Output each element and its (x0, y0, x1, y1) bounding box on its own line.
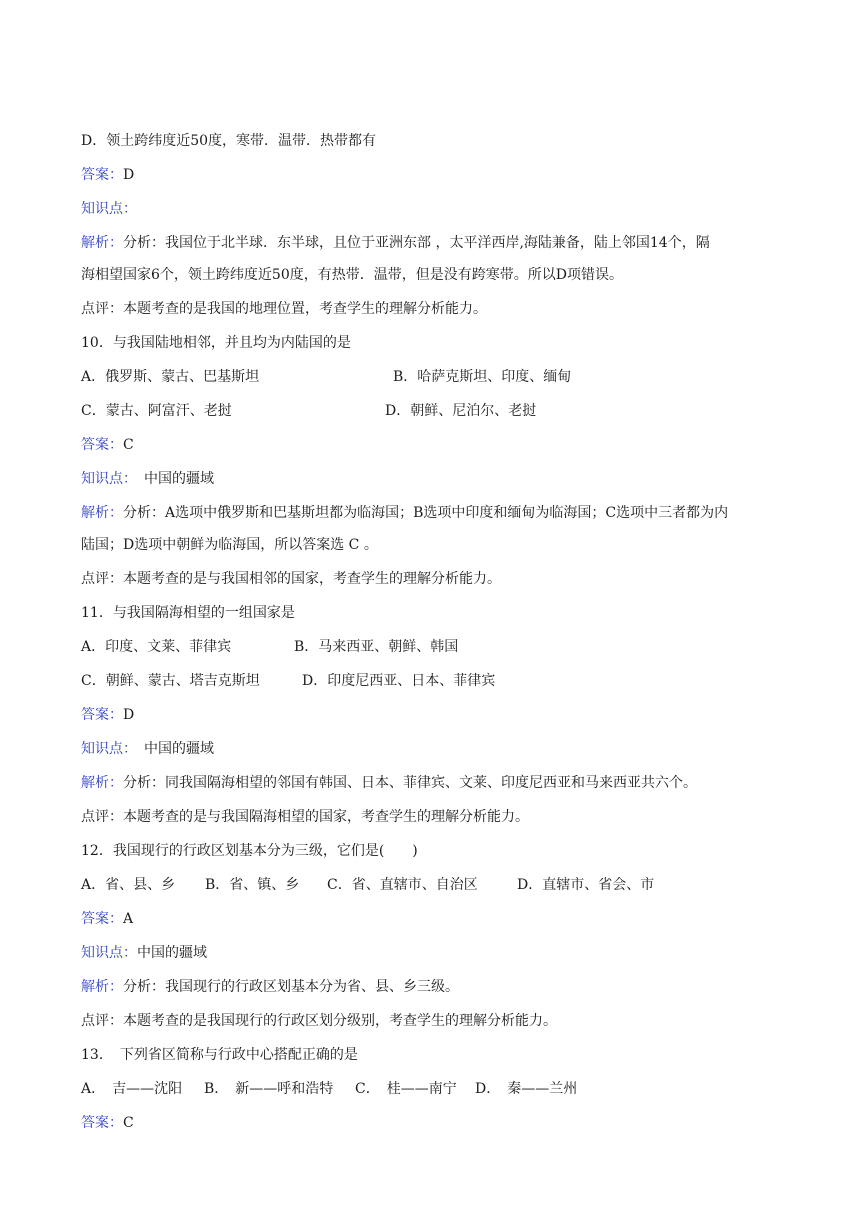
q11-stem (81, 603, 790, 623)
q10-answer (81, 435, 790, 455)
q11-comment (81, 807, 790, 827)
option-b: B． 新——呼和浩特 (204, 1081, 334, 1097)
option-text: D．领土跨纬度近50度，寒带．温带．热带都有 (81, 133, 377, 149)
q12-knowledge-point (81, 943, 790, 963)
question-text: 12．我国现行的行政区划基本分为三级，它们是( ) (81, 843, 418, 859)
option-c: C．朝鲜、蒙古、塔吉克斯坦 (81, 673, 260, 689)
question-text: 11．与我国隔海相望的一组国家是 (81, 605, 295, 621)
answer-value: A (123, 911, 134, 927)
analysis-text: 分析：A选项中俄罗斯和巴基斯坦都为临海国；B选项中印度和缅甸为临海国；C选项中三者都为内 (123, 505, 729, 521)
answer-value: D (123, 167, 135, 183)
option-a: A．省、县、乡 (81, 877, 176, 893)
analysis-text: 海相望国家6个，领土跨纬度近50度，有热带．温带，但是没有跨寒带。所以D项错误。 (81, 267, 623, 283)
comment-text: 点评：本题考查的是我国现行的行政区划分级别，考查学生的理解分析能力。 (81, 1013, 557, 1029)
analysis-text: 陆国；D选项中朝鲜为临海国，所以答案选 C 。 (81, 537, 378, 553)
comment-text: 点评：本题考查的是我国的地理位置，考查学生的理解分析能力。 (81, 301, 487, 317)
knowledge-value: 中国的疆域 (130, 741, 214, 757)
option-b: B．哈萨克斯坦、印度、缅甸 (393, 369, 572, 385)
q12-comment (81, 1011, 790, 1031)
q10-stem (81, 333, 790, 353)
option-c: C．省、直辖市、自治区 (327, 877, 478, 893)
option-a: A． 吉——沈阳 (81, 1081, 183, 1097)
q12-analysis (81, 977, 790, 997)
answer-label: 答案： (81, 1115, 123, 1131)
analysis-label: 解析： (81, 505, 123, 521)
question-text: 13． 下列省区简称与行政中心搭配正确的是 (81, 1047, 358, 1063)
analysis-label: 解析： (81, 235, 123, 251)
option-d: D．朝鲜、尼泊尔、老挝 (385, 403, 537, 419)
q11-answer (81, 705, 790, 725)
q13-answer (81, 1113, 790, 1133)
answer-label: 答案： (81, 911, 123, 927)
option-c: C．蒙古、阿富汗、老挝 (81, 403, 232, 419)
q9-answer (81, 165, 790, 185)
option-b: B．马来西亚、朝鲜、韩国 (294, 639, 459, 655)
answer-value: D (123, 707, 135, 723)
analysis-text: 分析：同我国隔海相望的邻国有韩国、日本、菲律宾、文莱、印度尼西亚和马来西亚共六个。 (123, 775, 697, 791)
option-d: D． 秦——兰州 (475, 1081, 578, 1097)
q10-knowledge-point (81, 469, 790, 489)
q10-analysis (81, 503, 790, 523)
option-d: D．印度尼西亚、日本、菲律宾 (302, 673, 496, 689)
knowledge-label: 知识点： (81, 201, 137, 217)
q9-analysis-cont (81, 265, 790, 285)
q9-analysis (81, 233, 790, 253)
question-text: 10．与我国陆地相邻，并且均为内陆国的是 (81, 335, 351, 351)
answer-label: 答案： (81, 437, 123, 453)
answer-label: 答案： (81, 707, 123, 723)
option-a: A．印度、文莱、菲律宾 (81, 639, 232, 655)
answer-label: 答案： (81, 167, 123, 183)
analysis-text: 分析：我国现行的行政区划基本分为省、县、乡三级。 (123, 979, 459, 995)
option-a: A．俄罗斯、蒙古、巴基斯坦 (81, 369, 260, 385)
knowledge-label: 知识点： (81, 945, 137, 961)
q11-analysis (81, 773, 790, 793)
q9-knowledge-point (81, 199, 790, 219)
analysis-label: 解析： (81, 979, 123, 995)
q12-answer (81, 909, 790, 929)
option-d: D．直辖市、省会、市 (517, 877, 655, 893)
option-c: C． 桂——南宁 (355, 1081, 457, 1097)
option-b: B．省、镇、乡 (205, 877, 300, 893)
analysis-text: 分析：我国位于北半球．东半球，且位于亚洲东部 ，太平洋西岸,海陆兼备，陆上邻国14个，隔 (123, 235, 710, 251)
knowledge-label: 知识点： (81, 471, 130, 487)
comment-text: 点评：本题考查的是与我国相邻的国家，考查学生的理解分析能力。 (81, 571, 501, 587)
q10-comment (81, 569, 790, 589)
analysis-label: 解析： (81, 775, 123, 791)
q12-stem (81, 841, 790, 861)
answer-value: C (123, 1115, 134, 1131)
comment-text: 点评：本题考查的是与我国隔海相望的国家，考查学生的理解分析能力。 (81, 809, 529, 825)
answer-value: C (123, 437, 134, 453)
knowledge-value: 中国的疆域 (130, 471, 214, 487)
q11-knowledge-point (81, 739, 790, 759)
q10-analysis-cont (81, 535, 790, 555)
q13-stem (81, 1045, 790, 1065)
q9-option-d (81, 131, 790, 151)
knowledge-value: 中国的疆域 (137, 945, 207, 961)
q9-comment (81, 299, 790, 319)
knowledge-label: 知识点： (81, 741, 130, 757)
